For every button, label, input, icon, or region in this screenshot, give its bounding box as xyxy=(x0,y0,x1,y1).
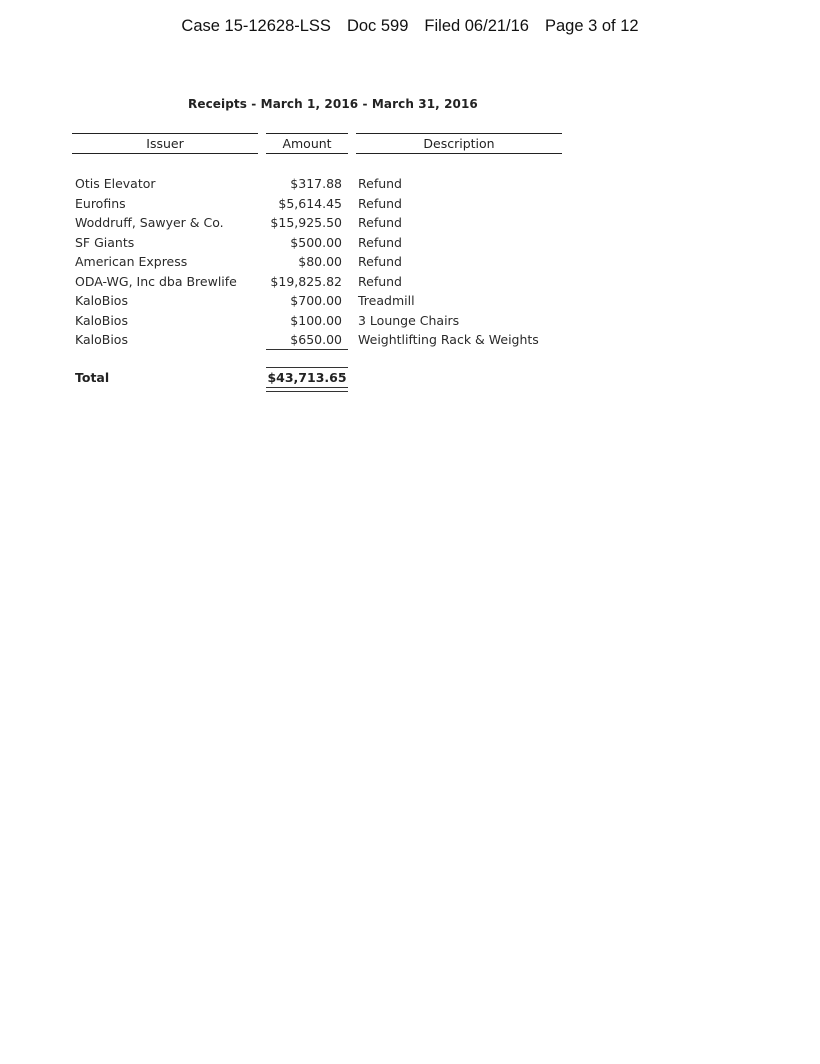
receipts-table-body xyxy=(0,174,820,350)
table-row xyxy=(0,174,820,194)
filed-date: Filed 06/21/16 xyxy=(424,17,529,35)
table-row xyxy=(0,194,820,214)
description-cell: Refund xyxy=(358,176,402,191)
doc-number: Doc 599 xyxy=(346,17,409,35)
description-cell: Treadmill xyxy=(358,293,415,308)
issuer-cell: Otis Elevator xyxy=(75,176,156,191)
table-row xyxy=(0,311,820,331)
amount-cell: $100.00 xyxy=(290,312,342,328)
table-row xyxy=(0,272,820,292)
amount-cell: $500.00 xyxy=(290,234,342,250)
table-row xyxy=(0,252,820,272)
amount-cell: $5,614.45 xyxy=(278,195,342,211)
table-row xyxy=(0,233,820,253)
issuer-cell: KaloBios xyxy=(75,293,128,308)
issuer-cell: ODA-WG, Inc dba Brewlife xyxy=(75,273,237,289)
description-cell: Refund xyxy=(358,195,402,211)
amount-cell: $80.00 xyxy=(298,254,342,269)
column-header-issuer: Issuer xyxy=(72,133,258,154)
case-number: Case 15-12628-LSS xyxy=(181,17,331,35)
receipts-title: Receipts - March 1, 2016 - March 31, 2016 xyxy=(188,97,478,111)
issuer-cell: KaloBios xyxy=(75,312,128,328)
subtotal-rule xyxy=(266,349,348,350)
description-cell: Refund xyxy=(358,254,402,269)
description-cell: Refund xyxy=(358,215,402,230)
amount-cell: $700.00 xyxy=(290,293,342,308)
issuer-cell: KaloBios xyxy=(75,332,128,347)
amount-cell: $650.00 xyxy=(290,332,342,347)
description-cell: 3 Lounge Chairs xyxy=(358,312,460,328)
total-top-rule xyxy=(266,367,348,368)
issuer-cell: American Express xyxy=(75,254,188,269)
column-header-description: Description xyxy=(356,133,562,154)
table-row xyxy=(0,213,820,233)
column-header-amount: Amount xyxy=(266,133,348,154)
total-amount: $43,713.65 xyxy=(267,370,347,385)
description-cell: Refund xyxy=(358,273,402,289)
amount-cell: $15,925.50 xyxy=(270,215,342,230)
issuer-cell: Woddruff, Sawyer & Co. xyxy=(75,215,224,230)
description-cell: Refund xyxy=(358,234,402,250)
table-row xyxy=(0,330,820,350)
total-double-underline xyxy=(266,387,348,392)
amount-cell: $19,825.82 xyxy=(270,273,342,289)
description-cell: Weightlifting Rack & Weights xyxy=(358,332,539,347)
issuer-cell: Eurofins xyxy=(75,195,126,211)
page-number: Page 3 of 12 xyxy=(544,17,639,35)
issuer-cell: SF Giants xyxy=(75,234,135,250)
total-label: Total xyxy=(75,370,110,385)
table-row xyxy=(0,291,820,311)
case-header xyxy=(0,17,820,36)
amount-cell: $317.88 xyxy=(290,176,342,191)
